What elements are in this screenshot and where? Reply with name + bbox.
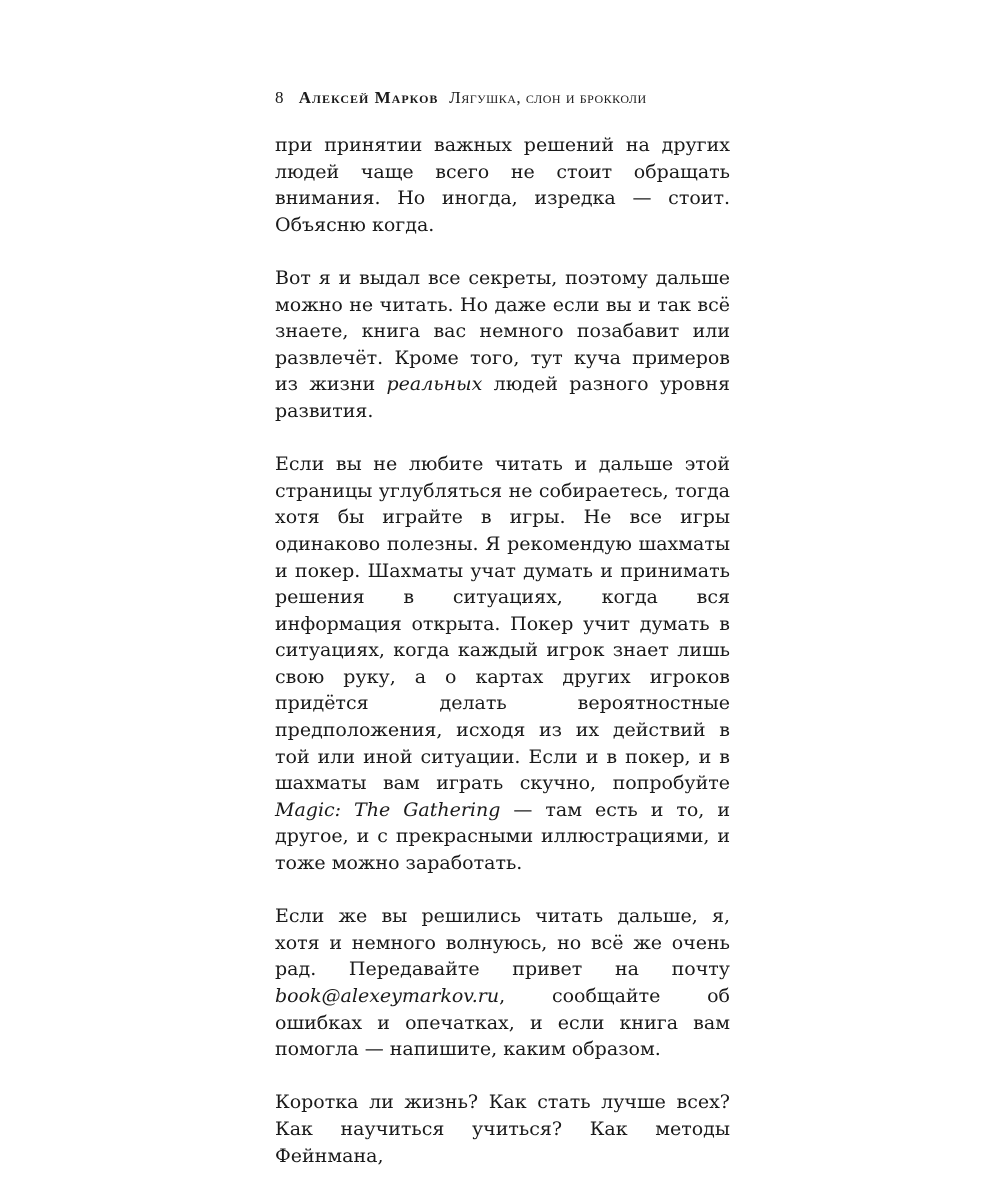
paragraph-3-text-end: — там есть и то, и другое, и с прекрасными иллюстрациями, и тоже можно заработать. <box>275 798 730 875</box>
paragraph-2-text-start: Вот я и выдал все секреты, поэтому дальше можно не читать. Но даже если вы и так всё знаете, книга вас немного позабавит или развлечёт. Кроме того, тут куча примеров из жизни <box>275 266 730 396</box>
author-name: Алексей Марков <box>298 88 439 107</box>
paragraph-3-italic: Magic: The Gathering <box>275 798 501 821</box>
page-number: 8 <box>275 88 284 107</box>
email-link: book@alexeymarkov.ru <box>275 985 500 1007</box>
book-title: Лягушка, слон и брокколи <box>449 88 647 107</box>
paragraph-4-text-end: , сообщайте об ошибках и опечатках, и если книга вам помогла — напишите, каким образом. <box>275 985 730 1061</box>
paragraph-2 <box>275 265 730 425</box>
paragraph-3-text-start: Если вы не любите читать и дальше этой страницы углубляться не собираетесь, тогда хотя бы играйте в игры. Не все игры одинаково полезны. Я рекомендую шахматы и покер. Шахматы учат думать и принимать решения в ситуациях, когда вся информация открыта. Покер учит думать в ситуациях, когда каждый игрок знает лишь свою руку, а о картах других игроков придётся делать вероятностные предположения, исходя из их действий в той или иной ситуации. Если и в покер, и в шахматы вам играть скучно, попробуйте <box>275 453 730 795</box>
paragraph-5-text: Коротка ли жизнь? Как стать лучше всех? Как научиться учиться? Как методы Фейнмана, <box>275 1091 730 1167</box>
paragraph-5 <box>275 1089 730 1169</box>
paragraph-4 <box>275 903 730 1063</box>
paragraph-2-italic: реальных <box>386 373 483 396</box>
paragraph-1 <box>275 132 730 238</box>
paragraph-3 <box>275 451 730 877</box>
paragraph-4-text-start: Если же вы решились читать дальше, я, хотя и немного волнуюсь, но всё же очень рад. Передавайте привет на почту <box>275 905 730 981</box>
paragraph-2-text-end: людей разного уровня развития. <box>275 373 730 422</box>
paragraph-1-text: при принятии важных решений на других людей чаще всего не стоит обращать внимания. Но иногда, изредка — стоит. Объясню когда. <box>275 134 730 236</box>
running-header <box>275 88 735 108</box>
page-body <box>275 132 730 1196</box>
